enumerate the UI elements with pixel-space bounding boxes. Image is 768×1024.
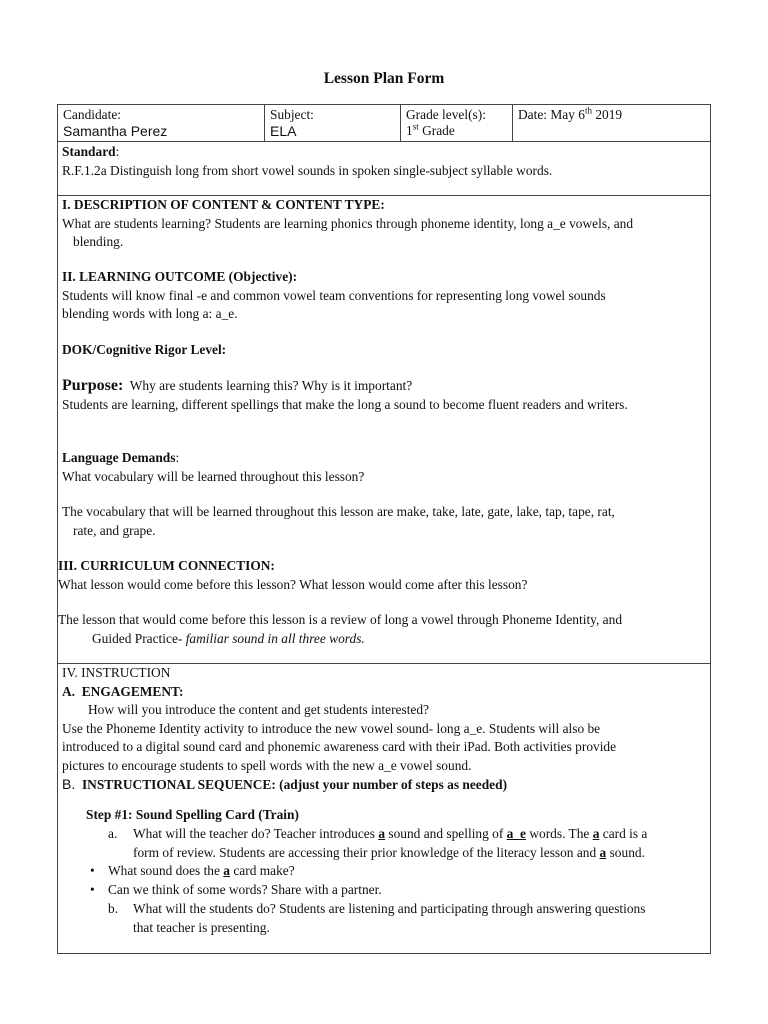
section1-line1: What are students learning? Students are learning phonics through phoneme identity, long a_e vowels, and [62, 215, 634, 231]
a-line1: Use the Phoneme Identity activity to introduce the new vowel sound- long a_e. Students will also be [62, 720, 601, 736]
section2-line2: blending words with long a: a_e. [62, 306, 238, 321]
section4 [62, 664, 768, 795]
candidate-value: Samantha Perez [63, 123, 168, 139]
section3-heading: III. CURRICULUM CONNECTION: [58, 558, 275, 573]
purpose-answer: Students are learning, different spellings that make the long a sound to become fluent readers and writers. [62, 396, 628, 412]
subject-cell [265, 105, 401, 142]
bullet-icon: • [90, 863, 95, 878]
page-title: Lesson Plan Form [323, 70, 445, 87]
item-a: What will the teacher do? Teacher introduces a sound and spelling of a_e words. The a card is a form of review. Students are accessing their prior knowledge of the literacy lesson and a sound. [133, 826, 648, 860]
section3 [58, 557, 768, 594]
bullet2: Can we think of some words? Share with a partner. [108, 882, 382, 897]
item-b-marker: b. [108, 901, 119, 916]
standard-text: R.F.1.2a Distinguish long from short vowel sounds in spoken single-subject syllable words. [62, 162, 553, 178]
language-answer-line1: The vocabulary that will be learned throughout this lesson are make, take, late, gate, lake, tap, tape, rat, [62, 504, 615, 519]
date-cell [513, 105, 711, 142]
a-marker: A. [62, 683, 76, 699]
bullet1: What sound does the a card make? [108, 863, 295, 878]
a-line2: introduced to a digital sound card and phonemic awareness card with their iPad. Both activities provide [62, 739, 617, 754]
section2-heading: II. LEARNING OUTCOME (Objective): [62, 269, 298, 284]
a-question: How will you introduce the content and get students interested? [88, 702, 430, 717]
a-line3: pictures to encourage students to spell words with the new a_e vowel sound. [62, 757, 472, 773]
section1-line2: blending. [73, 234, 124, 249]
language-block: Language Demands: What vocabulary will be learned throughout this lesson? [62, 449, 768, 486]
grade-label: Grade level(s): [406, 107, 486, 122]
standard-label: Standard [62, 144, 116, 159]
b-marker: B. [62, 776, 76, 792]
dok-block [62, 341, 768, 360]
item-a-marker: a. [108, 826, 118, 841]
subject-value: ELA [270, 123, 297, 139]
subject-label: Subject: [270, 107, 314, 122]
section1 [62, 196, 768, 252]
language-answer-line2: rate, and grape. [73, 522, 156, 538]
bullet-icon: • [90, 882, 95, 897]
step1: Step #1: Sound Spelling Card (Train) [86, 807, 299, 822]
b-heading: INSTRUCTIONAL SEQUENCE: (adjust your number of steps as needed) [81, 777, 508, 792]
section2 [62, 268, 768, 324]
purpose-heading: Purpose: [62, 377, 124, 394]
item-b: What will the students do? Students are listening and participating through answering questions that teacher is presenting. [133, 901, 646, 935]
candidate-cell [58, 105, 265, 142]
language-heading: Language Demands [62, 450, 176, 465]
grade-cell [401, 105, 513, 142]
section3-answer-line2: Guided Practice- familiar sound in all three words. [92, 630, 365, 646]
grade-value: 1st Grade [406, 121, 455, 138]
dok-heading: DOK/Cognitive Rigor Level: [62, 342, 227, 357]
section1-heading: I. DESCRIPTION OF CONTENT & CONTENT TYPE: [62, 197, 385, 212]
header-table [57, 104, 711, 142]
language-question: What vocabulary will be learned throughout this lesson? [62, 468, 365, 484]
section2-line1: Students will know final -e and common vowel team conventions for representing long vowel sounds [62, 287, 606, 303]
section3-answer-line1: The lesson that would come before this lesson is a review of long a vowel through Phoneme Identity, and [58, 612, 623, 627]
section3-question: What lesson would come before this lesson? What lesson would come after this lesson? [58, 576, 528, 592]
purpose-question: Why are students learning this? Why is it important? [129, 378, 413, 393]
section4-heading: IV. INSTRUCTION [62, 665, 171, 680]
section3-answer [58, 611, 768, 648]
standard-block: Standard: R.F.1.2a Distinguish long from short vowel sounds in spoken single-subject syllable words. [62, 143, 768, 180]
language-answer [62, 503, 768, 540]
candidate-label: Candidate: [63, 107, 122, 122]
a-heading: ENGAGEMENT: [81, 683, 184, 699]
purpose-block [62, 377, 768, 414]
date-value: Date: May 6th 2019 [518, 105, 623, 122]
